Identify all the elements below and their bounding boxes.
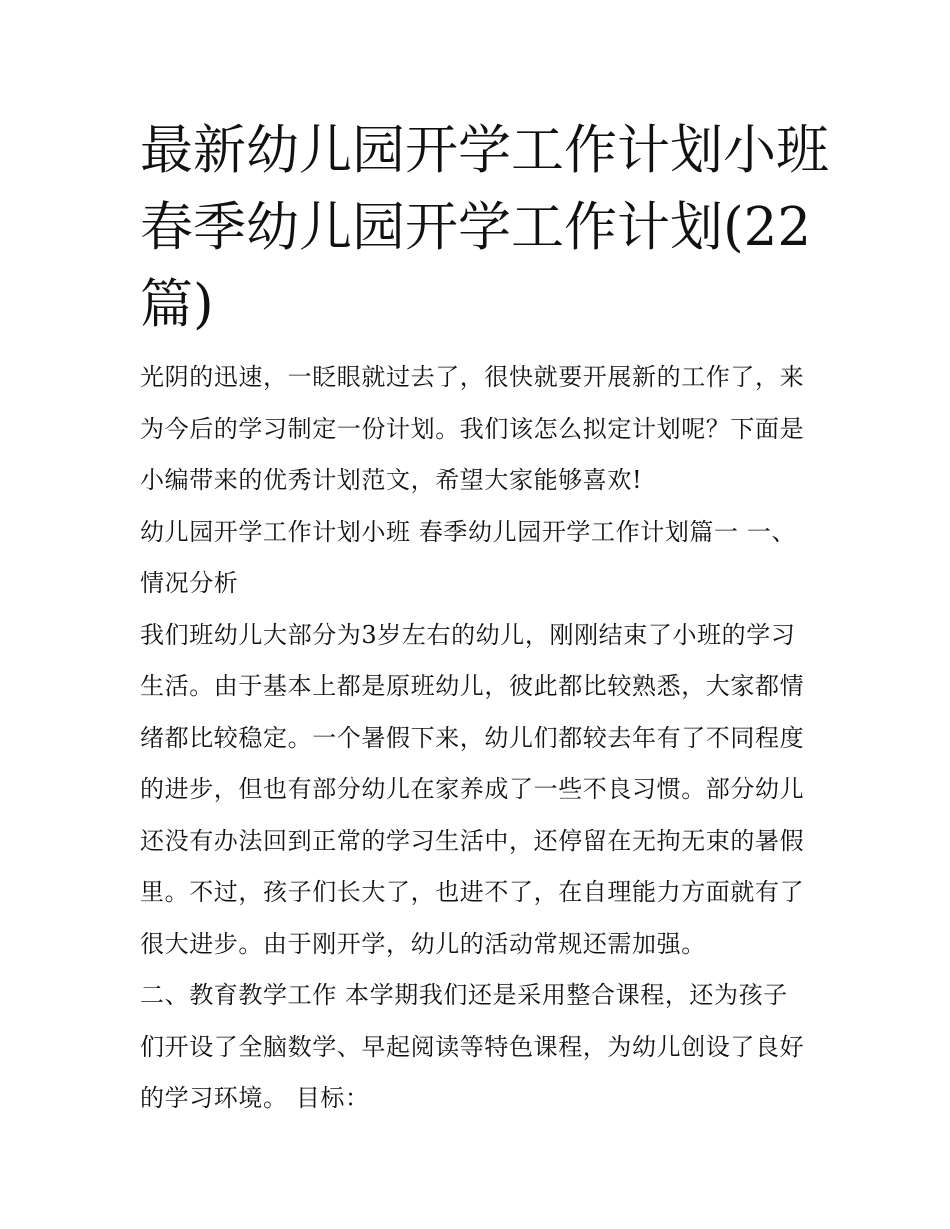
- body-line-12: 很大进步。由于刚开学，幼儿的活动常规还需加强。: [140, 929, 706, 958]
- title-line-1: 最新幼儿园开学工作计划小班: [140, 120, 829, 181]
- body-line-15: 的学习环境。 目标：: [140, 1084, 370, 1112]
- body-line-14: 们开设了全脑数学、早起阅读等特色课程，为幼儿创设了良好: [140, 1032, 805, 1061]
- body-line-4: 幼儿园开学工作计划小班 春季幼儿园开学工作计划篇一 一、: [140, 517, 797, 546]
- body-line-5: 情况分析: [140, 569, 239, 597]
- body-line-9: 的进步，但也有部分幼儿在家养成了一些不良习惯。部分幼儿: [140, 775, 805, 803]
- body-line-11: 里。不过，孩子们长大了，也进不了，在自理能力方面就有了: [140, 878, 805, 906]
- body-line-8: 绪都比较稳定。一个暑假下来，幼儿们都较去年有了不同程度: [140, 723, 805, 752]
- body-line-7: 生活。由于基本上都是原班幼儿，彼此都比较熟悉，大家都情: [140, 672, 805, 700]
- document-title: [140, 112, 829, 343]
- body-line-1: 光阴的迅速，一眨眼就过去了，很快就要开展新的工作了，来: [140, 363, 805, 391]
- body-line-3: 小编带来的优秀计划范文，希望大家能够喜欢!: [140, 466, 643, 494]
- body-line-6: 我们班幼儿大部分为3岁左右的幼儿，刚刚结束了小班的学习: [140, 620, 796, 649]
- document-body: [140, 352, 830, 1125]
- body-line-13: 二、教育教学工作 本学期我们还是采用整合课程，还为孩子: [140, 981, 788, 1009]
- body-line-10: 还没有办法回到正常的学习生活中，还停留在无拘无束的暑假: [140, 826, 805, 855]
- title-line-3: 篇): [140, 274, 214, 335]
- title-line-2: 春季幼儿园开学工作计划(22: [140, 197, 812, 258]
- body-line-2: 为今后的学习制定一份计划。我们该怎么拟定计划呢？下面是: [140, 414, 805, 443]
